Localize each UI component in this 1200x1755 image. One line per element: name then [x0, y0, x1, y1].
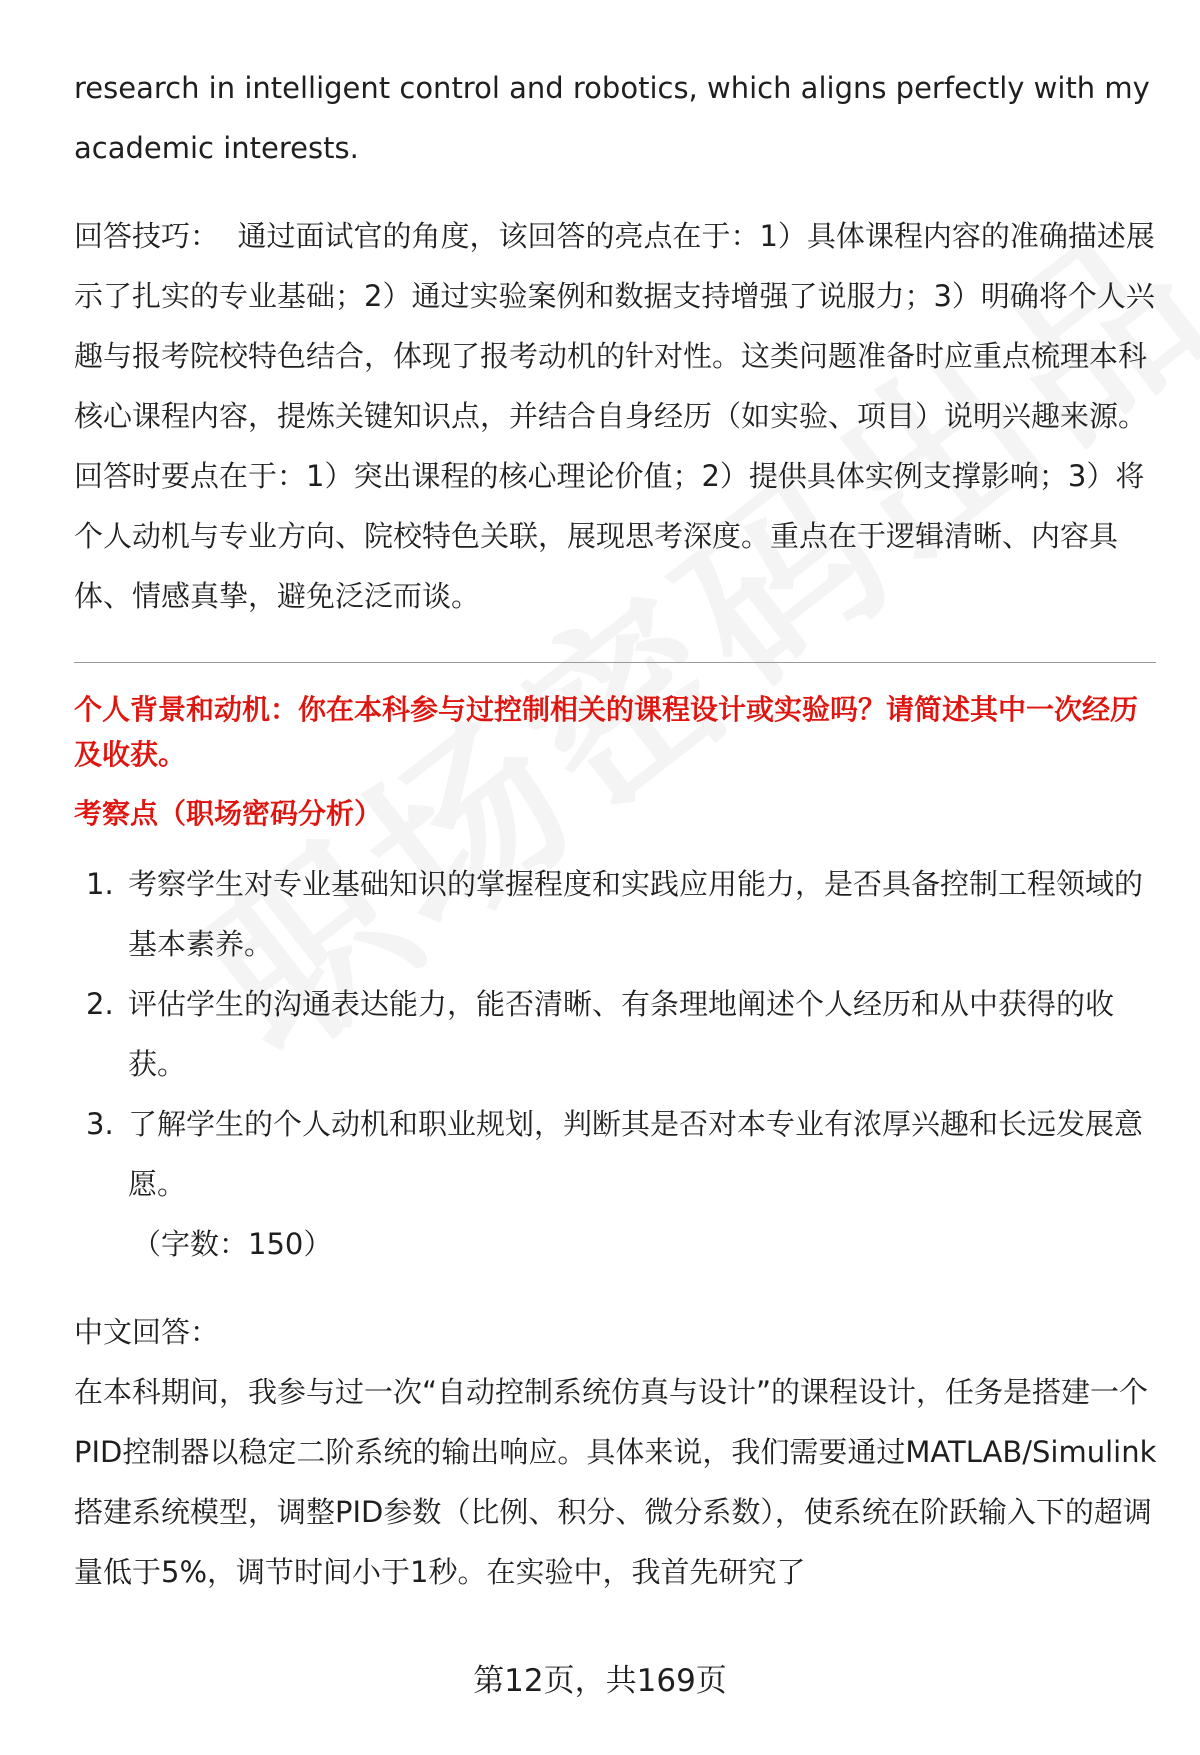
- list-item-text: 评估学生的沟通表达能力，能否清晰、有条理地阐述个人经历和从中获得的收获。: [128, 987, 1115, 1081]
- list-item-number: 2.: [86, 987, 114, 1021]
- exam-points-title: 考察点（职场密码分析）: [74, 797, 383, 830]
- list-item: [74, 974, 1159, 1094]
- section-divider: [74, 662, 1156, 663]
- tips-text: 通过面试官的角度，该回答的亮点在于：1）具体课程内容的准确描述展示了扎实的专业基础；2）通过实验案例和数据支持增强了说服力；3）明确将个人兴趣与报考院校特色结合，体现了报考动机的针对性。这类问题准备时应重点梳理本科核心课程内容，提炼关键知识点，并结合自身经历（如实验、项目）说明兴趣来源。回答时要点在于：1）突出课程的核心理论价值；2）提供具体实例支撑影响；3）将个人动机与专业方向、院校特色关联，展现思考深度。重点在于逻辑清晰、内容具体、情感真挚，避免泛泛而谈。: [74, 219, 1155, 613]
- list-item-text: 了解学生的个人动机和职业规划，判断其是否对本专业有浓厚兴趣和长远发展意愿。: [128, 1107, 1144, 1201]
- word-count: （字数：150）: [132, 1227, 333, 1261]
- question-heading: 个人背景和动机：你在本科参与过控制相关的课程设计或实验吗？请简述其中一次经历及收获。: [74, 693, 1139, 771]
- exam-points-list: [74, 854, 1159, 1214]
- list-item-text: 考察学生对专业基础知识的掌握程度和实践应用能力，是否具备控制工程领域的基本素养。: [128, 867, 1144, 961]
- answer-label: 中文回答：: [74, 1315, 220, 1349]
- tips-paragraph: [74, 206, 1159, 626]
- page-footer: 第12页，共169页: [473, 1663, 727, 1699]
- page-content: [74, 58, 1159, 1602]
- list-item: [74, 1094, 1159, 1214]
- tips-label: 回答技巧：: [74, 219, 220, 253]
- list-item-number: 3.: [86, 1107, 114, 1141]
- list-item-number: 1.: [86, 867, 114, 901]
- answer-paragraph: 在本科期间，我参与过一次“自动控制系统仿真与设计”的课程设计，任务是搭建一个PID控制器以稳定二阶系统的输出响应。具体来说，我们需要通过MATLAB/Simulink搭建系统模型，调整PID参数（比例、积分、微分系数），使系统在阶跃输入下的超调量低于5%，调节时间小于1秒。在实验中，我首先研究了: [74, 1375, 1157, 1589]
- list-item: [74, 854, 1159, 974]
- intro-paragraph: research in intelligent control and robotics, which aligns perfectly with my academic interests.: [74, 71, 1150, 165]
